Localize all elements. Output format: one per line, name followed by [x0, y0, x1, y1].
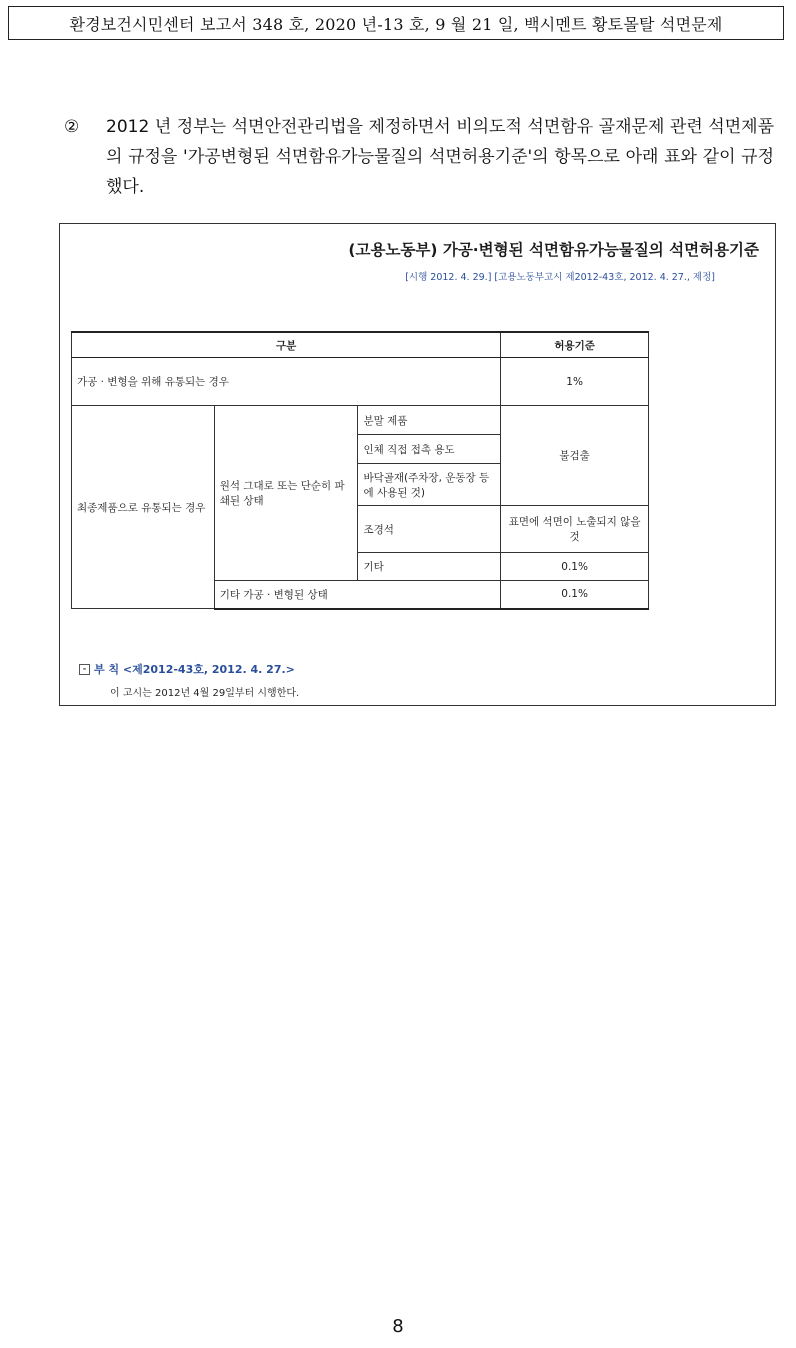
- item-floor-aggregate: 바닥골재(주차장, 운동장 등에 사용된 것): [358, 464, 501, 506]
- item-contact: 인체 직접 접촉 용도: [358, 435, 501, 464]
- figure-subtitle: [시행 2012. 4. 29.] [고용노동부고시 제2012-43호, 2012. 4. 27., 제정]: [405, 272, 715, 283]
- row-processing-label: 가공 · 변형을 위해 유통되는 경우: [72, 358, 501, 406]
- item-landscape-stone: 조경석: [358, 506, 501, 553]
- other-processed-label: 기타 가공 · 변형된 상태: [214, 581, 500, 609]
- report-header-title: 환경보건시민센터 보고서 348 호, 2020 년-13 호, 9 월 21 일, 백시멘트 황토몰탈 석면문제: [69, 14, 723, 34]
- value-other: 0.1%: [501, 553, 649, 581]
- table-header-row: [72, 332, 649, 358]
- footnote-title: 부 칙 <제2012-43호, 2012. 4. 27.>: [94, 663, 295, 676]
- report-header: [8, 6, 784, 40]
- paragraph-text: 2012 년 정부는 석면안전관리법을 제정하면서 비의도적 석면함유 골재문제 관련 석면제품의 규정을 '가공변형된 석면함유가능물질의 석면허용기준'의 항목으로 아래 표와 같이 규정했다.: [106, 117, 774, 197]
- figure-title: (고용노동부) 가공·변형된 석면함유가능물질의 석면허용기준: [348, 241, 759, 259]
- footnote-title-row: [79, 661, 295, 677]
- item-other: 기타: [358, 553, 501, 581]
- asbestos-standard-table: [71, 331, 649, 610]
- value-other-processed: 0.1%: [501, 581, 649, 609]
- raw-state-label: 원석 그대로 또는 단순히 파쇄된 상태: [214, 406, 358, 581]
- collapse-box-icon[interactable]: -: [79, 664, 90, 675]
- table-row: [72, 358, 649, 406]
- item-powder: 분말 제품: [358, 406, 501, 435]
- page-number: 8: [392, 1316, 404, 1337]
- value-not-detected: 불검출: [501, 406, 649, 506]
- header-standard: 허용기준: [501, 332, 649, 358]
- table-row: [72, 406, 649, 435]
- footnote-text: 이 고시는 2012년 4월 29일부터 시행한다.: [110, 688, 300, 699]
- row-processing-value: 1%: [501, 358, 649, 406]
- regulation-figure: [59, 223, 776, 706]
- final-product-label: 최종제품으로 유통되는 경우: [72, 406, 215, 609]
- value-landscape: 표면에 석면이 노출되지 않을 것: [501, 506, 649, 553]
- body-paragraph: [64, 112, 774, 202]
- paragraph-number: ②: [64, 117, 80, 137]
- header-category: 구분: [72, 332, 501, 358]
